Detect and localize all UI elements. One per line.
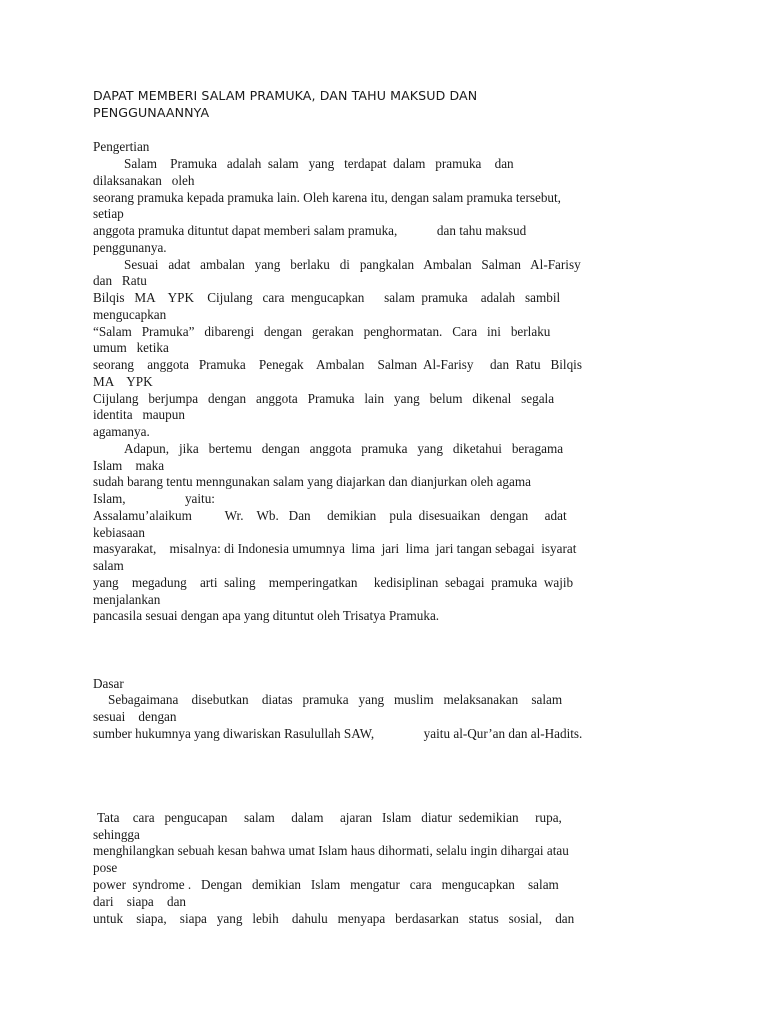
paragraph-line: identita maupun bbox=[93, 407, 185, 422]
paragraph-line: seorang anggota Pramuka Penegak Ambalan Salman Al-Farisy dan Ratu Bilqis bbox=[93, 357, 582, 372]
paragraph-line: dan Ratu bbox=[93, 273, 147, 288]
paragraph-line: penggunanya. bbox=[93, 240, 167, 255]
paragraph-line: Islam, yaitu: bbox=[93, 491, 215, 506]
paragraph-line: Sebagaimana disebutkan diatas pramuka yang muslim melaksanakan salam bbox=[108, 692, 563, 707]
paragraph-line: pancasila sesuai dengan apa yang dituntut oleh Trisatya Pramuka. bbox=[93, 608, 440, 623]
paragraph-line: “Salam Pramuka” dibarengi dengan gerakan penghormatan. Cara ini berlaku bbox=[93, 324, 551, 339]
paragraph-line: mengucapkan bbox=[93, 307, 167, 322]
paragraph-line: menjalankan bbox=[93, 592, 161, 607]
paragraph-line: sudah barang tentu menngunakan salam yang diajarkan dan dianjurkan oleh agama bbox=[93, 474, 531, 489]
paragraph-line: sumber hukumnya yang diwariskan Rasulullah SAW, yaitu al-Qur’an dan al-Hadits. bbox=[93, 726, 583, 741]
paragraph-line: untuk siapa, siapa yang lebih dahulu menyapa berdasarkan status sosial, dan bbox=[93, 911, 575, 926]
paragraph-line: Bilqis MA YPK Cijulang cara mengucapkan salam pramuka adalah sambil bbox=[93, 290, 561, 305]
paragraph-line: anggota pramuka dituntut dapat memberi salam pramuka, dan tahu maksud bbox=[93, 223, 527, 238]
paragraph-line: pose bbox=[93, 860, 118, 875]
paragraph-line: dari siapa dan bbox=[93, 894, 187, 909]
section-heading-dasar: Dasar bbox=[93, 676, 124, 691]
paragraph-line: setiap bbox=[93, 206, 124, 221]
paragraph-line: Salam Pramuka adalah salam yang terdapat dalam pramuka dan bbox=[124, 156, 514, 171]
paragraph-line: Adapun, jika bertemu dengan anggota pramuka yang diketahui beragama bbox=[124, 441, 564, 456]
section-heading-pengertian: Pengertian bbox=[93, 139, 150, 154]
paragraph-line: agamanya. bbox=[93, 424, 150, 439]
paragraph-line: Assalamu’alaikum Wr. Wb. Dan demikian pula disesuaikan dengan adat bbox=[93, 508, 567, 523]
paragraph-line: masyarakat, misalnya: di Indonesia umumnya lima jari lima jari tangan sebagai isyarat bbox=[93, 541, 577, 556]
paragraph-line: menghilangkan sebuah kesan bahwa umat Islam haus dihormati, selalu ingin dihargai atau bbox=[93, 843, 569, 858]
paragraph-line: Cijulang berjumpa dengan anggota Pramuka lain yang belum dikenal segala bbox=[93, 391, 555, 406]
paragraph-line: yang megadung arti saling memperingatkan kedisiplinan sebagai pramuka wajib bbox=[93, 575, 574, 590]
paragraph-line: MA YPK bbox=[93, 374, 153, 389]
paragraph-line: Islam maka bbox=[93, 458, 165, 473]
paragraph-line: umum ketika bbox=[93, 340, 169, 355]
document-title-line-2: PENGGUNAANNYA bbox=[93, 105, 210, 120]
document-title-line-1: DAPAT MEMBERI SALAM PRAMUKA, DAN TAHU MAKSUD DAN bbox=[93, 88, 478, 103]
paragraph-line: Sesuai adat ambalan yang berlaku di pangkalan Ambalan Salman Al-Farisy bbox=[124, 257, 581, 272]
paragraph-line: seorang pramuka kepada pramuka lain. Oleh karena itu, dengan salam pramuka tersebut, bbox=[93, 190, 561, 205]
paragraph-line: sehingga bbox=[93, 827, 140, 842]
paragraph-line: dilaksanakan oleh bbox=[93, 173, 195, 188]
paragraph-line: Tata cara pengucapan salam dalam ajaran Islam diatur sedemikian rupa, bbox=[97, 810, 562, 825]
paragraph-line: salam bbox=[93, 558, 124, 573]
paragraph-line: sesuai dengan bbox=[93, 709, 177, 724]
paragraph-line: power syndrome . Dengan demikian Islam mengatur cara mengucapkan salam bbox=[93, 877, 559, 892]
paragraph-line: kebiasaan bbox=[93, 525, 145, 540]
